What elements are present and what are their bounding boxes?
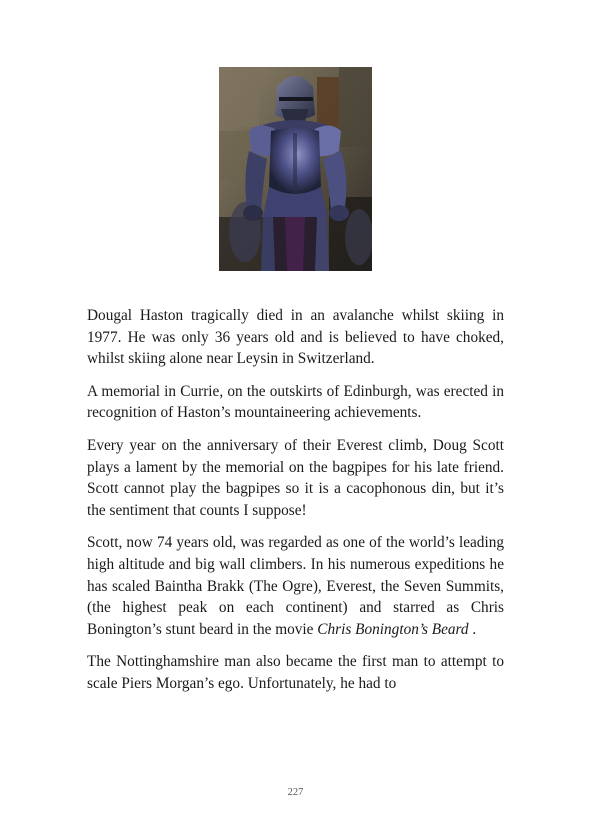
paragraph-memorial: A memorial in Currie, on the outskirts of Edinburgh, was erected in recognition of Haston’s mountaineering achievements. bbox=[87, 382, 504, 422]
paragraph-haston-death: Dougal Haston tragically died in an avalanche whilst skiing in 1977. He was only 36 years old and is believed to have choked, whilst skiing alone near Leysin in Switzerland. bbox=[87, 307, 504, 368]
paragraph-text-end: . bbox=[468, 620, 477, 638]
movie-title: Chris Bonington’s Beard bbox=[317, 620, 469, 638]
paragraph-nottinghamshire: The Nottinghamshire man also became the first man to attempt to scale Piers Morgan’s ego. Unfortunately, he had to bbox=[87, 653, 504, 692]
armor-illustration bbox=[219, 67, 372, 271]
paragraph-scott-career bbox=[87, 532, 504, 640]
suit-of-armor-photo bbox=[219, 67, 372, 271]
paragraph-text-start: Scott, now 74 years old, was regarded as one of the world’s leading high altitude and big wall climbers. In his numerous expeditions he has scaled Baintha Brakk (The Ogre), Everest, the Seven Summits, (the highest peak on each continent) and starred as Chris Bonington’s stunt beard in the movie bbox=[87, 534, 504, 638]
paragraph-bagpipes: Every year on the anniversary of their Everest climb, Doug Scott plays a lament by the memorial on the bagpipes for his late friend. Scott cannot play the bagpipes so it is a cacophonous din, but it’s the sentiment that counts I suppose! bbox=[87, 436, 504, 519]
body-text bbox=[87, 305, 504, 695]
page-number: 227 bbox=[287, 787, 304, 798]
